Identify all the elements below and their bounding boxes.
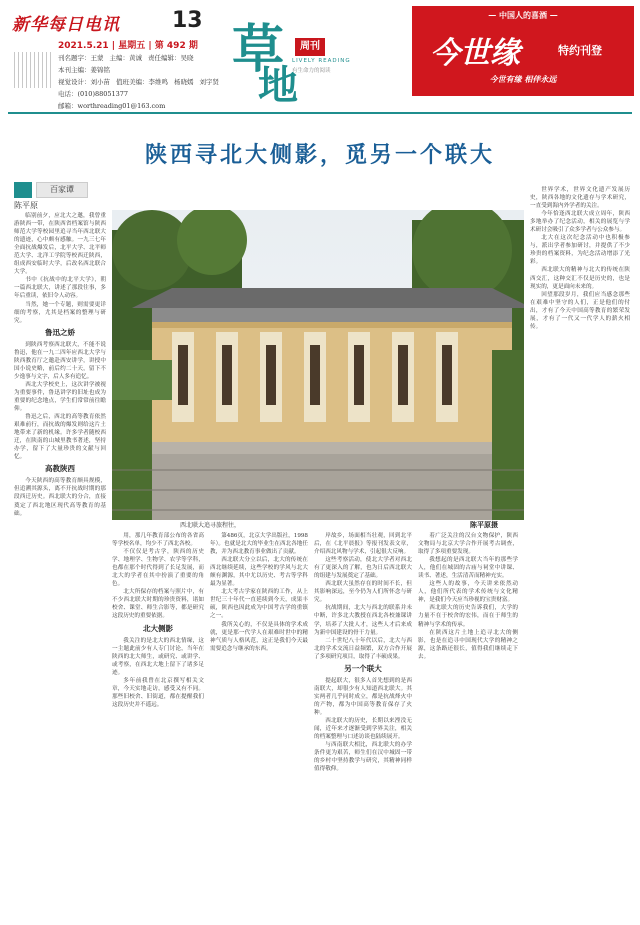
paragraph: 不仅仅是考古学，陕西的历史学、地理学、生物学、农学等学科，也都在那个时代得到了长足发展，而北大的学者在其中扮演了重要的角色。 [112,549,204,588]
ad-top-text: — 中国人的喜酒 — [488,10,558,20]
newspaper-logo: 新华每日电讯 [12,15,120,35]
page-number: 13 [172,8,203,33]
text-column-3 [210,532,308,916]
paragraph: 西北大学校史上，这次讲学被视为重要事件，鲁迅讲学的旧址也成为重要的纪念地点，学生们常常前往瞻仰。 [14,381,106,413]
paragraph: 西北联大的历史告诉我们，大学的力量不在于校舍的宏伟，而在于师生的精神与学术的传承。 [418,605,518,628]
advertisement-banner [412,6,634,96]
weekly-title-char1: 草 [232,19,285,80]
ad-slogan: 今世有缘 相伴永远 [489,74,557,84]
section-heading: 鲁迅之娇 [45,327,75,337]
paragraph: 我想起的是西北联大当年的那些学人，他们在城固的古庙与祠堂中讲课、读书、著述，生活清苦而精神充实。 [418,557,518,580]
paragraph: 这些人的故事，今天讲来依然动人，他们所代表的学术传统与文化精神，是我们今天应当珍视的宝贵财富。 [418,581,518,604]
text-column-4 [314,532,412,916]
paragraph: 我所关心的，不仅是具体的学术成就，更是那一代学人在艰难时世中的精神气质与人格风范，这正是我们今天最需要追念与继承的东西。 [210,621,308,652]
paragraph: 鲁迅之后，西北的高等教育依然艰难前行，而抗战的爆发则给这片土地带来了新的机缘。许多学者随校西迁，在陕南的山城里教书著述，坚持办学，留下了大量珍贵的文献与回忆。 [14,414,106,461]
weekly-slogan: 有生命力的阅读 [292,68,331,74]
ad-brand: 今世缘 [430,36,520,71]
paragraph: 西北联大虽然存在的时间不长，但其影响深远，至今仍为人们所怀念与研究。 [314,581,412,604]
paragraph: 着广泛关注的汉台文物保护，陕西文物局与北京大学合作开展考古调查，取得了多项重要发现。 [418,533,518,556]
ad-sponsor-label: 特约刊登 [558,44,602,57]
paragraph: 回望那段岁月，我们应当感念那些在艰难中坚守的人们，正是他们的付出，才有了今天中国高等教育的繁荣发展，才有了一代又一代学人的薪火相传。 [530,291,630,330]
section-heading: 另一个联大 [344,663,382,673]
text-column-6 [530,186,630,916]
paragraph: 当然，她一个专题，则需要更详细的考察，尤其是档案的整理与研究。 [14,301,106,324]
paragraph: 北大在这次纪念活动中也积极参与，派出学者参加研讨，并提供了不少珍贵的档案资料，为纪念活动增添了光彩。 [530,235,630,266]
qr-code-placeholder [14,52,54,88]
staff-list [58,52,228,112]
paragraph: 北大所保存的档案与照片中，有不少西北联大时期的珍贵资料，诸如校舍、课堂、师生合影等，都是研究这段历史的重要依据。 [112,589,204,620]
photo-caption: 西北联大追寻旅程往， [180,522,241,529]
paragraph: 西北联大的精神与北大的传统在陕西交汇，这种交汇不仅是历史的，也是现实的，更是面向未来的。 [530,267,630,290]
paragraph: 西北联大的历史，长期以来湮没无闻，近年来才逐渐受到学界关注，相关的档案整理与口述访谈也陆续展开。 [314,717,412,741]
photo-credit: 陈平原摄 [470,520,498,529]
paragraph: 岸故乡，场面相当壮观，回到北平后，在《北平晨报》等报刊发表文章，介绍西北风物与学术，引起很大反响。 [314,533,412,556]
paragraph: 提起联大，很多人首先想到的是西南联大，却很少有人知道西北联大。其实两者几乎同时成立，都是抗战烽火中的产物，都为中国高等教育保存了火种。 [314,677,412,716]
staff-item: 值班美编：李维鸣 [116,78,168,86]
masthead-divider [8,112,632,114]
staff-item: 刊名题字：王蒙 [58,54,104,62]
issue-date-line: 2021.5.21 | 星期五 | 第 492 期 [58,41,198,51]
paragraph: 第486页，北京大学出版社，1998年）。也就是北大的毕业生在西北各地任教，并为西北教育事业做出了贡献。 [210,533,308,556]
paragraph: 我关注的是北大的西北情缘，这一主题此前少有人专门讨论，当年在陕西的北大师生，或研究、或讲学、或考察，在西北大地上留下了诸多足迹。 [112,637,204,676]
staff-item: 主编：黄诚 [109,54,142,62]
paragraph: 与西南联大相比，西北联大的办学条件更为艰苦，师生们在汉中城固一带的乡村中坚持教学与研究，其精神同样值得敬仰。 [314,742,412,773]
article-photo [112,210,524,520]
paragraph: 多年前我曾在北京撰写相关文章，今天实地走访，感受又有不同。那些旧校舍、旧街道，都在提醒我们这段历史并不遥远。 [112,677,204,708]
paragraph: 到陕西考察西北联大，不能不说鲁迅，他在一九二四年应西北大学与陕西教育厅之邀赴西安讲学，讲授中国小说史略，前后约二十天，留下不少逸事与文字，后人多有追忆。 [14,341,106,380]
paragraph: 世界学术，世界文化遗产发展历史，陕西各地的文化遗存与学术研究，一直受到海内外学者的关注。 [530,187,630,210]
text-column-5 [418,532,518,916]
staff-item: 刘宇贤 [199,78,219,86]
paragraph: 用，那几年教育部公布的各省高等学校名单，均少不了西北各校。 [112,533,204,548]
paragraph: 今年恰逢西北联大成立周年，陕西多地举办了纪念活动，相关的展览与学术研讨会吸引了众多学者与公众参与。 [530,211,630,234]
weekly-subtitle: LIVELY READING [292,58,351,64]
weekly-title-char2: 地 [258,62,298,109]
paragraph: 北大考古学家在陕西的工作，从上世纪三十年代一直延续到今天，成果丰硕，陕西也因此成为中国考古学的重镇之一。 [210,589,308,620]
paragraph: 这些考察活动，使北大学者对西北有了更深入的了解，也为日后西北联大的组建与发展奠定了基础。 [314,557,412,580]
phone: 电话：(010)88051377 [58,90,129,98]
article-author: 陈平原 [14,201,38,210]
column-icon [14,182,32,198]
article-headline: 陕西寻北大侧影，觅另一个联大 [144,142,495,168]
staff-item: 视觉设计：刘小苗 [58,78,110,86]
staff-item: 本刊主编：姜锦铭 [58,66,110,74]
section-heading: 北大侧影 [143,623,173,633]
paragraph: 今天陕西的高等教育颇具规模，但追溯其源头，离不开抗战时期的那段西迁历史。西北联大的分合，直接奠定了西北地区现代高等教育的基础。 [14,478,106,517]
text-column-2 [112,532,204,916]
paragraph: 二十世纪八十年代以后，北大与西北的学术交流日益频繁，双方合作开展了多项研究项目，取得了丰硕成果。 [314,637,412,660]
column-category: 百家谭 [36,182,88,198]
staff-item: 责任编辑：吴晓 [148,54,194,62]
staff-item: 杨晓嫣 [174,78,194,86]
paragraph: 书中《抗战中的北平大学》，朝一篇西北联大，讲述了那段往事，多年后重读，依旧令人动容。 [14,277,106,300]
paragraph: 抗战期间，北大与西北的联系并未中断，许多北大教授在西北各校兼课讲学，培养了大批人才，这些人才后来成为新中国建设的骨干力量。 [314,605,412,636]
section-heading: 高教陕西 [45,464,75,474]
paragraph: 西北联大分立以后，北大的传统在西北继续延续，这些学校的学风与北大颇有渊源，其中尤以历史、考古等学科最为显著。 [210,557,308,588]
paragraph: 在陕西这片土地上追寻北大的侧影，也是在追寻中国现代大学的精神之源，这条路还很长，值得我们继续走下去。 [418,629,518,660]
weekly-badge: 周刊 [295,38,325,56]
email: 邮箱：worthreading01@163.com [58,102,166,110]
paragraph: 临别前夕，应北大之邀，我曾重游陕西一带，在陕西省档案馆与陕西师范大学等校园里追寻当年西北联大的遗迹，心中颇有感触。一九三七年全面抗战爆发后，北平大学、北平师范大学、北洋工学院等校西迁陕西，组成西安临时大学，后改名西北联合大学。 [14,213,106,276]
text-column-1 [14,212,106,916]
